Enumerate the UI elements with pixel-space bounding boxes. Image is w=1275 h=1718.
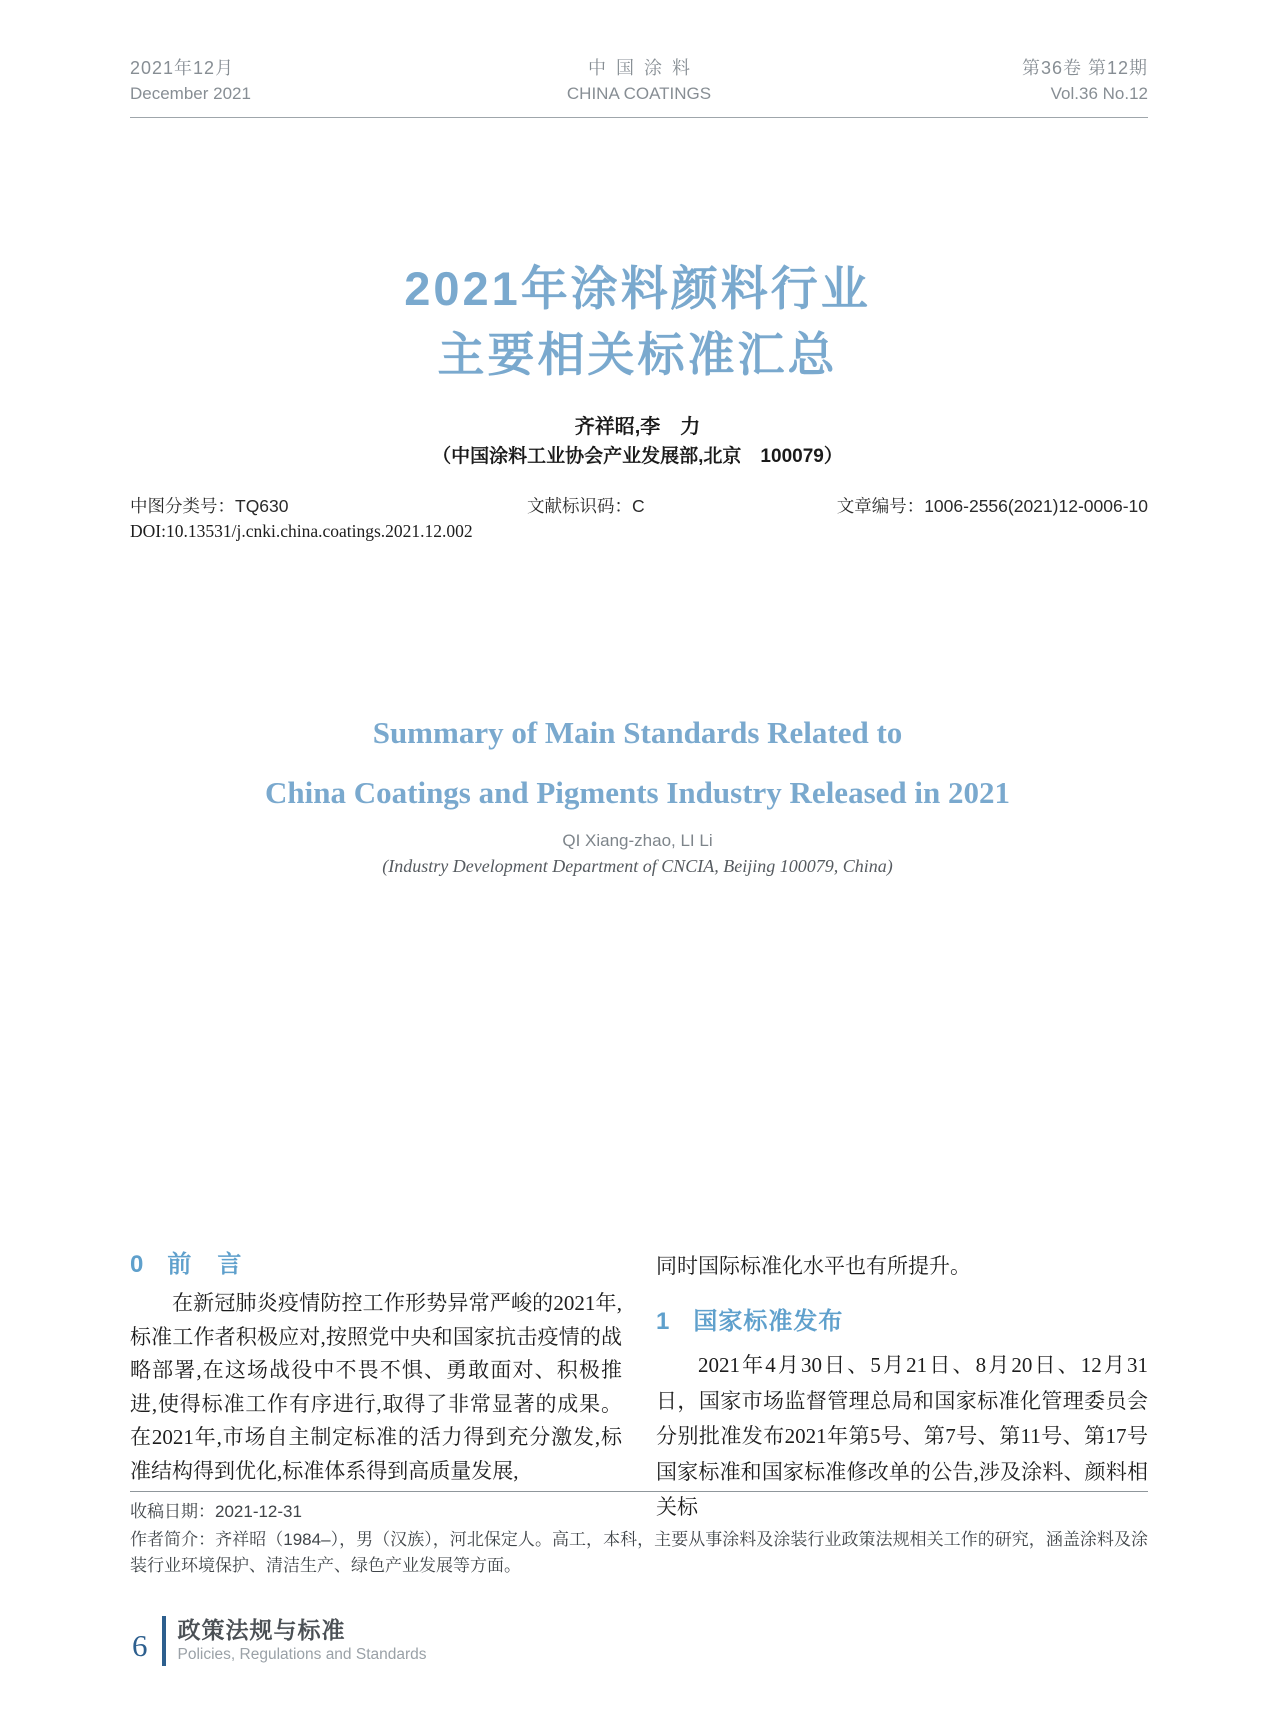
footnote-divider <box>130 1491 1148 1492</box>
section-1-heading <box>656 1307 1148 1337</box>
column-name-en: Policies, Regulations and Standards <box>177 1646 427 1663</box>
header-date-en: December 2021 <box>130 84 251 103</box>
footnotes <box>130 1499 1148 1580</box>
authors-cn: 齐祥昭,李 力 <box>574 416 701 438</box>
section-1-paragraph: 2021年4月30日、5月21日、8月20日、12月31日，国家市场监督管理总局和国家标准化管理委员会分别批准发布2021年第5号、第7号、第11号、第17号国家标准和国家标准修改单的公告,涉及涂料、颜料相关标 <box>656 1353 1148 1519</box>
article-title-cn-line1: 2021年涂料颜料行业 <box>404 262 871 315</box>
section-0-number: 0 <box>130 1251 144 1278</box>
volume-en: Vol.36 No.12 <box>1050 84 1148 103</box>
journal-header <box>130 56 1148 106</box>
header-volume <box>812 56 1148 106</box>
header-date <box>130 56 466 106</box>
volume-cn: 第36卷 第12期 <box>1021 58 1148 78</box>
section-1-title: 国家标准发布 <box>693 1308 844 1335</box>
journal-name-en: CHINA COATINGS <box>566 84 712 103</box>
clc-number: 中图分类号：TQ630 <box>130 496 289 516</box>
header-date-cn: 2021年12月 <box>130 58 235 78</box>
article-title-cn <box>0 256 1275 388</box>
article-title-en <box>0 703 1275 823</box>
article-body <box>130 1250 1148 1526</box>
left-column <box>130 1250 622 1526</box>
header-journal-name <box>471 56 807 106</box>
header-divider <box>130 117 1148 118</box>
doi: DOI:10.13531/j.cnki.china.coatings.2021.12.002 <box>130 521 473 541</box>
author-bio: 作者简介：齐祥昭（1984–），男（汉族），河北保定人。高工，本科，主要从事涂料及涂装行业政策法规相关工作的研究，涵盖涂料及涂装行业环境保护、清洁生产、绿色产业发展等方面。 <box>130 1529 1148 1575</box>
section-0-paragraph: 在新冠肺炎疫情防控工作形势异常严峻的2021年,标准工作者积极应对,按照党中央和国家抗击疫情的战略部署,在这场战役中不畏不惧、勇敢面对、积极推进,使得标准工作有序进行,取得了非常显著的成果。在2021年,市场自主制定标准的活力得到充分激发,标准结构得到优化,标准体系得到高质量发展, <box>130 1291 622 1483</box>
article-title-en-line2: China Coatings and Pigments Industry Released in 2021 <box>265 775 1010 810</box>
document-code: 文献标识码：C <box>527 496 645 516</box>
affiliation-cn: （中国涂料工业协会产业发展部,北京 100079） <box>432 446 843 467</box>
received-date: 收稿日期：2021-12-31 <box>130 1502 302 1521</box>
article-title-cn-line2: 主要相关标准汇总 <box>437 328 838 381</box>
article-title-en-line1: Summary of Main Standards Related to <box>372 715 903 750</box>
footer-bar <box>162 1616 166 1666</box>
page-number: 6 <box>132 1628 148 1663</box>
section-1-number: 1 <box>656 1308 670 1335</box>
authors-en: QI Xiang-zhao, LI Li <box>562 831 713 850</box>
page-footer <box>132 1616 427 1666</box>
section-0-heading <box>130 1250 622 1280</box>
column-name-cn: 政策法规与标准 <box>177 1617 346 1643</box>
journal-name-cn: 中国涂料 <box>588 58 700 78</box>
affiliation-en: (Industry Development Department of CNCIA, Beijing 100079, China) <box>382 856 893 876</box>
section-0-title: 前 言 <box>167 1251 243 1278</box>
article-id: 文章编号：1006-2556(2021)12-0006-10 <box>836 496 1148 516</box>
section-0-continuation: 同时国际标准化水平也有所提升。 <box>656 1254 971 1278</box>
column-name <box>178 1616 427 1666</box>
right-column <box>656 1250 1148 1526</box>
